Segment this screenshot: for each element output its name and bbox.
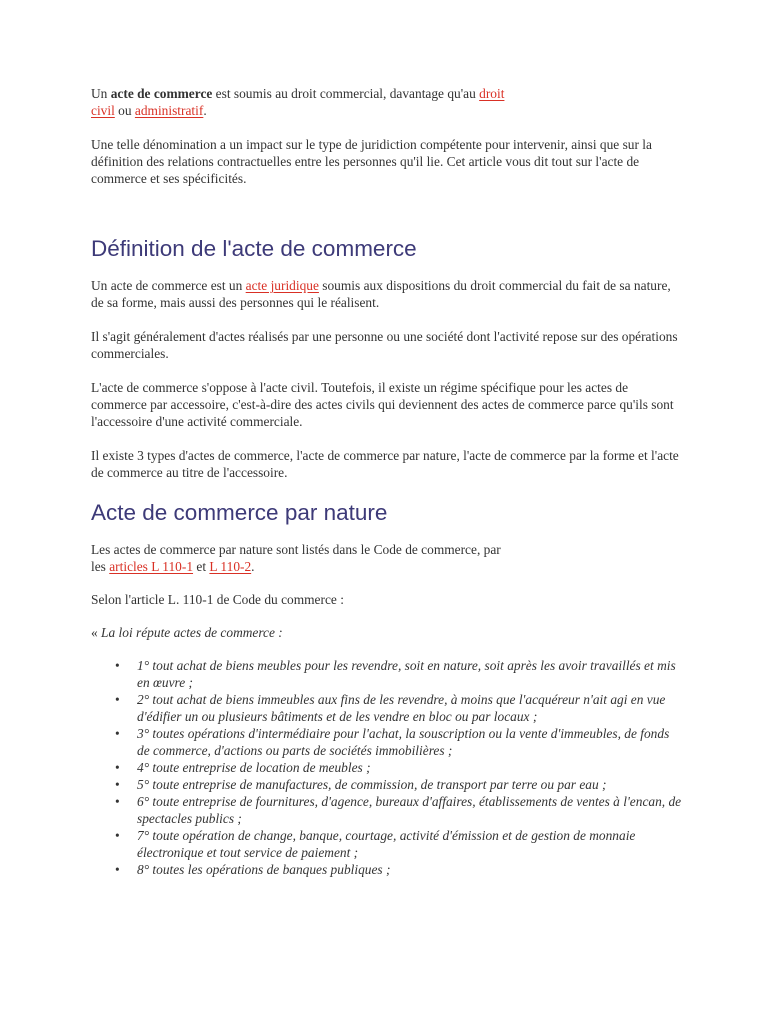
intro-text-end: .: [203, 103, 207, 118]
list-item-text: 3° toutes opérations d'intermédiaire pour l'achat, la souscription ou la vente d'immeubles, de fonds de commerce, d'actions ou parts de sociétés immobilières ;: [137, 726, 670, 758]
definition-paragraph-4: Il existe 3 types d'actes de commerce, l'acte de commerce par nature, l'acte de commerce par la forme et l'acte de commerce au titre de l'accessoire.: [91, 448, 679, 480]
bullet-icon: •: [115, 777, 120, 792]
quote-intro: [91, 624, 683, 641]
link-acte-juridique[interactable]: acte juridique: [245, 278, 319, 293]
list-item: [115, 657, 683, 691]
nature-text-end: .: [251, 559, 255, 574]
link-droit-civil-part2[interactable]: civil: [91, 103, 115, 118]
heading-definition: Définition de l'acte de commerce: [91, 236, 417, 261]
intro-text-prefix: Un: [91, 86, 111, 101]
list-item: [115, 861, 683, 878]
list-item: [115, 691, 683, 725]
link-article-l110-2[interactable]: L 110-2: [209, 559, 252, 574]
intro-text-or: ou: [114, 103, 135, 118]
intro-text-middle: est soumis au droit commercial, davantage qu'au: [212, 86, 480, 101]
article-content: [91, 85, 683, 878]
list-item-text: 6° toute entreprise de fournitures, d'agence, bureaux d'affaires, établissements de ventes à l'encan, de spectacles publics ;: [137, 794, 682, 826]
intro-paragraph-2: Une telle dénomination a un impact sur le type de juridiction compétente pour intervenir, ainsi que sur la définition des relations contractuelles entre les personnes qu'il lie. Cet article vous dit tout sur l'acte de commerce et ses spécificités.: [91, 137, 652, 186]
nature-paragraph-2: Selon l'article L. 110-1 de Code du commerce :: [91, 592, 344, 607]
list-item-text: 2° tout achat de biens immeubles aux fins de les revendre, à moins que l'acquéreur n'ait agi en vue d'édifier un ou plusieurs bâtiments et de les vendre en bloc ou par locaux ;: [137, 692, 666, 724]
definition-text-suffix: soumis aux dispositions du droit commercial du fait de sa nature, de sa forme, mais aussi des personnes qui le réalisent.: [91, 278, 671, 310]
link-administratif[interactable]: administratif: [134, 103, 204, 118]
intro-paragraph-1: [91, 85, 683, 119]
list-item-text: 8° toutes les opérations de banques publiques ;: [137, 862, 391, 877]
bullet-icon: •: [115, 828, 120, 843]
intro-bold-term: acte de commerce: [110, 86, 213, 101]
list-item-text: 7° toute opération de change, banque, courtage, activité d'émission et de gestion de monnaie électronique et tout service de paiement ;: [137, 828, 636, 860]
nature-text-and: et: [193, 559, 210, 574]
bullet-icon: •: [115, 760, 120, 775]
nature-paragraph-1: [91, 541, 683, 575]
article-list: [91, 657, 683, 878]
quote-open-mark: «: [91, 625, 102, 640]
link-droit-civil-part1[interactable]: droit: [479, 86, 505, 101]
bullet-icon: •: [115, 862, 120, 877]
list-item-text: 5° toute entreprise de manufactures, de commission, de transport par terre ou par eau ;: [137, 777, 607, 792]
definition-paragraph-1: [91, 277, 683, 311]
heading-nature: Acte de commerce par nature: [91, 500, 388, 525]
list-item-text: 4° toute entreprise de location de meubles ;: [137, 760, 371, 775]
list-item: [115, 759, 683, 776]
nature-text-prefix: les: [91, 559, 110, 574]
bullet-icon: •: [115, 794, 120, 809]
definition-paragraph-2: Il s'agit généralement d'actes réalisés par une personne ou une société dont l'activité repose sur des opérations commerciales.: [91, 329, 678, 361]
list-item-text: 1° tout achat de biens meubles pour les revendre, soit en nature, soit après les avoir travaillés et mis en œuvre ;: [137, 658, 676, 690]
bullet-icon: •: [115, 658, 120, 673]
list-item: [115, 725, 683, 759]
list-item: [115, 776, 683, 793]
link-article-l110-1[interactable]: articles L 110-1: [109, 559, 194, 574]
definition-paragraph-3: L'acte de commerce s'oppose à l'acte civil. Toutefois, il existe un régime spécifique pour les actes de commerce par accessoire, c'est-à-dire des actes civils qui deviennent des actes de commerce parce qu'ils sont l'accessoire d'une activité commerciale.: [91, 380, 674, 429]
list-item: [115, 827, 683, 861]
quote-text: La loi répute actes de commerce :: [101, 625, 283, 640]
nature-text-line1: Les actes de commerce par nature sont listés dans le Code de commerce, par: [91, 542, 501, 557]
bullet-icon: •: [115, 692, 120, 707]
bullet-icon: •: [115, 726, 120, 741]
definition-text-prefix: Un acte de commerce est un: [91, 278, 246, 293]
list-item: [115, 793, 683, 827]
